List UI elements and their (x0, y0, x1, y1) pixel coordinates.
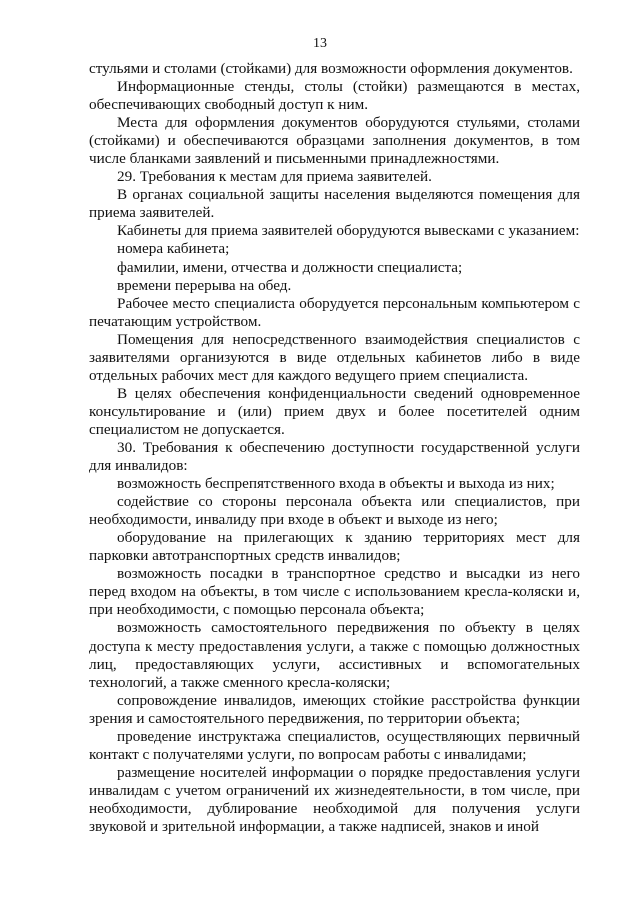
paragraph: содействие со стороны персонала объекта или специалистов, при необходимости, инвалиду при входе в объект и выходе из него; (89, 493, 580, 529)
paragraph: оборудование на прилегающих к зданию территориях мест для парковки автотранспортных средств инвалидов; (89, 529, 580, 565)
paragraph: времени перерыва на обед. (117, 276, 292, 294)
paragraph: возможность беспрепятственного входа в объекты и выхода из них; (117, 475, 555, 493)
paragraph: Рабочее место специалиста оборудуется персональным компьютером с печатающим устройством. (89, 294, 580, 330)
paragraph: Помещения для непосредственного взаимодействия специалистов с заявителями организуются в виде отдельных кабинетов либо в виде отдельных рабочих мест для каждого ведущего прием специалиста. (89, 330, 580, 384)
paragraph: номера кабинета; (117, 240, 230, 258)
paragraph: фамилии, имени, отчества и должности специалиста; (117, 258, 463, 276)
paragraph: Кабинеты для приема заявителей оборудуются вывесками с указанием: (117, 222, 580, 240)
paragraph: сопровождение инвалидов, имеющих стойкие расстройства функции зрения и самостоятельного передвижения, по территории объекта; (89, 691, 580, 727)
page-number: 13 (313, 36, 327, 51)
paragraph: 30. Требования к обеспечению доступности государственной услуги для инвалидов: (89, 438, 580, 475)
document-body (89, 60, 580, 836)
paragraph: проведение инструктажа специалистов, осуществляющих первичный контакт с получателями услуги, по вопросам работы с инвалидами; (89, 727, 580, 763)
paragraph: 29. Требования к местам для приема заявителей. (117, 168, 432, 186)
paragraph: Места для оформления документов оборудуются стульями, столами (стойками) и обеспечиваются образцами заполнения документов, в том числе бланками заявлений и письменными принадлежностями. (89, 114, 580, 168)
paragraph: В органах социальной защиты населения выделяются помещения для приема заявителей. (89, 186, 580, 222)
paragraph: возможность посадки в транспортное средство и высадки из него перед входом на объекты, в том числе с использованием кресла-коляски и, при необходимости, с помощью персонала объекта; (89, 565, 580, 619)
paragraph: возможность самостоятельного передвижения по объекту в целях доступа к месту предоставления услуги, а также с помощью должностных лиц, предоставляющих услуги, ассистивных и вспомогательных технологий, а также сменного кресла-коляски; (89, 619, 580, 691)
paragraph: размещение носителей информации о порядке предоставления услуги инвалидам с учетом ограничений их жизнедеятельности, в том числе, при необходимости, дублирование необходимой для получения услуги звуковой и зрительной информации, а также надписей, знаков и иной (89, 763, 580, 835)
paragraph: В целях обеспечения конфиденциальности сведений одновременное консультирование и (или) прием двух и более посетителей одним специалистом не допускается. (89, 384, 580, 438)
paragraph: Информационные стенды, столы (стойки) размещаются в местах, обеспечивающих свободный доступ к ним. (89, 78, 580, 114)
paragraph: стульями и столами (стойками) для возможности оформления документов. (89, 60, 573, 77)
